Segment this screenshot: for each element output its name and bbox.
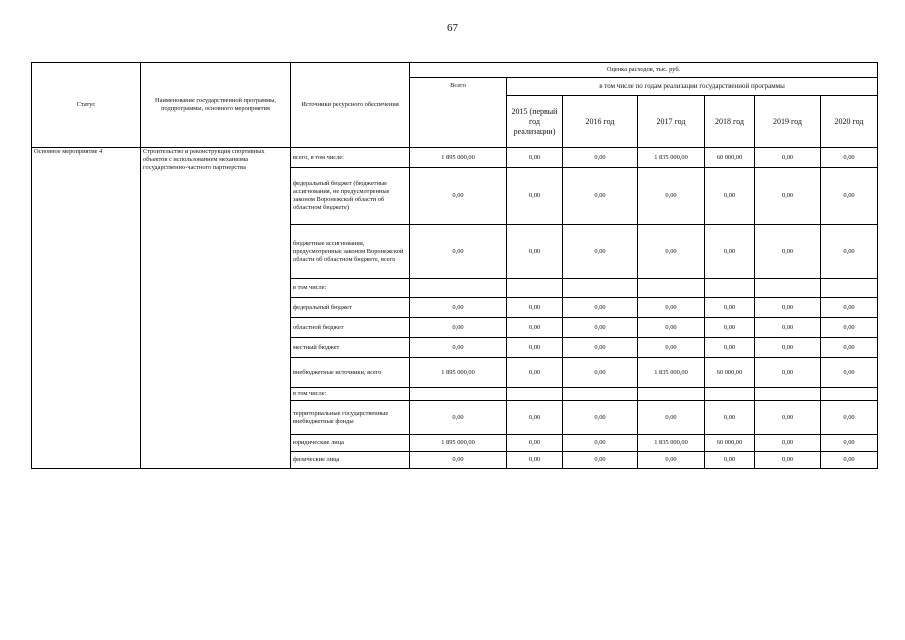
value-cell: [821, 388, 878, 401]
value-cell: 0,00: [638, 401, 705, 435]
header-year-2016: 2016 год: [563, 96, 638, 148]
value-cell: 0,00: [563, 338, 638, 358]
value-cell: 0,00: [705, 225, 755, 279]
value-cell: [705, 279, 755, 298]
source-cell: федеральный бюджет: [291, 298, 410, 318]
value-cell: 1 835 000,00: [638, 148, 705, 168]
value-cell: 0,00: [705, 298, 755, 318]
value-cell: 0,00: [705, 168, 755, 225]
value-cell: 60 000,00: [705, 148, 755, 168]
header-year-2018: 2018 год: [705, 96, 755, 148]
value-cell: 0,00: [507, 358, 563, 388]
program-name-cell: Строительство и реконструкция спортивных объектов с использованием механизма государственно-частного партнерства: [141, 148, 291, 469]
header-year-2020: 2020 год: [821, 96, 878, 148]
source-cell: территориальные государственные внебюджетные фонды: [291, 401, 410, 435]
value-cell: 0,00: [410, 452, 507, 469]
value-cell: 0,00: [821, 318, 878, 338]
value-cell: 0,00: [821, 225, 878, 279]
value-cell: 0,00: [821, 168, 878, 225]
value-cell: 0,00: [821, 435, 878, 452]
value-cell: 0,00: [821, 148, 878, 168]
value-cell: 0,00: [821, 401, 878, 435]
value-cell: 0,00: [638, 168, 705, 225]
source-cell: областной бюджет: [291, 318, 410, 338]
value-cell: 0,00: [507, 298, 563, 318]
value-cell: 1 835 000,00: [638, 435, 705, 452]
value-cell: 0,00: [563, 401, 638, 435]
value-cell: 0,00: [705, 401, 755, 435]
page-number: 67: [447, 22, 458, 34]
source-cell: юридические лица: [291, 435, 410, 452]
value-cell: [638, 388, 705, 401]
value-cell: 0,00: [410, 298, 507, 318]
value-cell: 0,00: [410, 168, 507, 225]
value-cell: 0,00: [410, 225, 507, 279]
value-cell: 1 895 000,00: [410, 358, 507, 388]
value-cell: 60 000,00: [705, 435, 755, 452]
status-cell: Основное мероприятие 4: [32, 148, 141, 469]
value-cell: 0,00: [563, 298, 638, 318]
header-total: Всего: [410, 78, 507, 148]
value-cell: [410, 279, 507, 298]
value-cell: 0,00: [638, 452, 705, 469]
value-cell: 0,00: [638, 298, 705, 318]
value-cell: 0,00: [638, 225, 705, 279]
value-cell: [705, 388, 755, 401]
value-cell: 0,00: [705, 338, 755, 358]
value-cell: 0,00: [563, 318, 638, 338]
value-cell: [638, 279, 705, 298]
source-cell: федеральный бюджет (бюджетные ассигнования, не предусмотренные законом Воронежской области об областном бюджете): [291, 168, 410, 225]
value-cell: 0,00: [563, 358, 638, 388]
value-cell: 0,00: [507, 168, 563, 225]
source-cell: в том числе:: [291, 388, 410, 401]
value-cell: 0,00: [821, 338, 878, 358]
value-cell: 0,00: [638, 318, 705, 338]
value-cell: [563, 388, 638, 401]
value-cell: 0,00: [410, 401, 507, 435]
value-cell: 0,00: [755, 148, 821, 168]
source-cell: всего, в том числе:: [291, 148, 410, 168]
source-cell: местный бюджет: [291, 338, 410, 358]
value-cell: 0,00: [755, 435, 821, 452]
value-cell: 60 000,00: [705, 358, 755, 388]
source-cell: бюджетные ассигнования, предусмотренные законом Воронежской области об областном бюджете, всего: [291, 225, 410, 279]
value-cell: 0,00: [821, 358, 878, 388]
value-cell: 0,00: [507, 225, 563, 279]
header-name: Наименование государственной программы, подпрограммы, основного мероприятия: [141, 63, 291, 148]
value-cell: 0,00: [563, 435, 638, 452]
value-cell: 0,00: [507, 401, 563, 435]
source-cell: в том числе:: [291, 279, 410, 298]
value-cell: [755, 388, 821, 401]
value-cell: [410, 388, 507, 401]
source-cell: внебюджетные источники, всего: [291, 358, 410, 388]
value-cell: 0,00: [563, 148, 638, 168]
value-cell: [507, 388, 563, 401]
value-cell: 0,00: [705, 318, 755, 338]
value-cell: 0,00: [410, 338, 507, 358]
header-year-2015: 2015 (первый год реализации): [507, 96, 563, 148]
header-source: Источники ресурсного обеспечения: [291, 63, 410, 148]
value-cell: 0,00: [507, 148, 563, 168]
value-cell: 0,00: [507, 452, 563, 469]
value-cell: 1 895 000,00: [410, 148, 507, 168]
value-cell: 1 835 000,00: [638, 358, 705, 388]
header-year-2017: 2017 год: [638, 96, 705, 148]
value-cell: 0,00: [755, 338, 821, 358]
value-cell: 0,00: [755, 401, 821, 435]
value-cell: 0,00: [755, 225, 821, 279]
value-cell: 0,00: [705, 452, 755, 469]
value-cell: 0,00: [507, 435, 563, 452]
value-cell: 0,00: [821, 298, 878, 318]
value-cell: 0,00: [507, 318, 563, 338]
value-cell: 0,00: [755, 452, 821, 469]
value-cell: 0,00: [563, 168, 638, 225]
value-cell: [755, 279, 821, 298]
budget-table: [31, 62, 878, 469]
value-cell: 0,00: [410, 318, 507, 338]
value-cell: 1 895 000,00: [410, 435, 507, 452]
value-cell: 0,00: [507, 338, 563, 358]
header-year-2019: 2019 год: [755, 96, 821, 148]
value-cell: 0,00: [638, 338, 705, 358]
table-row: [32, 148, 878, 168]
source-cell: физические лица: [291, 452, 410, 469]
header-by-years: в том числе по годам реализации государственной программы: [507, 78, 878, 96]
value-cell: 0,00: [755, 168, 821, 225]
value-cell: 0,00: [755, 298, 821, 318]
value-cell: 0,00: [755, 358, 821, 388]
value-cell: 0,00: [563, 452, 638, 469]
value-cell: 0,00: [563, 225, 638, 279]
value-cell: [563, 279, 638, 298]
value-cell: [821, 279, 878, 298]
value-cell: 0,00: [821, 452, 878, 469]
value-cell: [507, 279, 563, 298]
header-estimate: Оценка расходов, тыс. руб.: [410, 63, 878, 78]
value-cell: 0,00: [755, 318, 821, 338]
header-status: Статус: [32, 63, 141, 148]
